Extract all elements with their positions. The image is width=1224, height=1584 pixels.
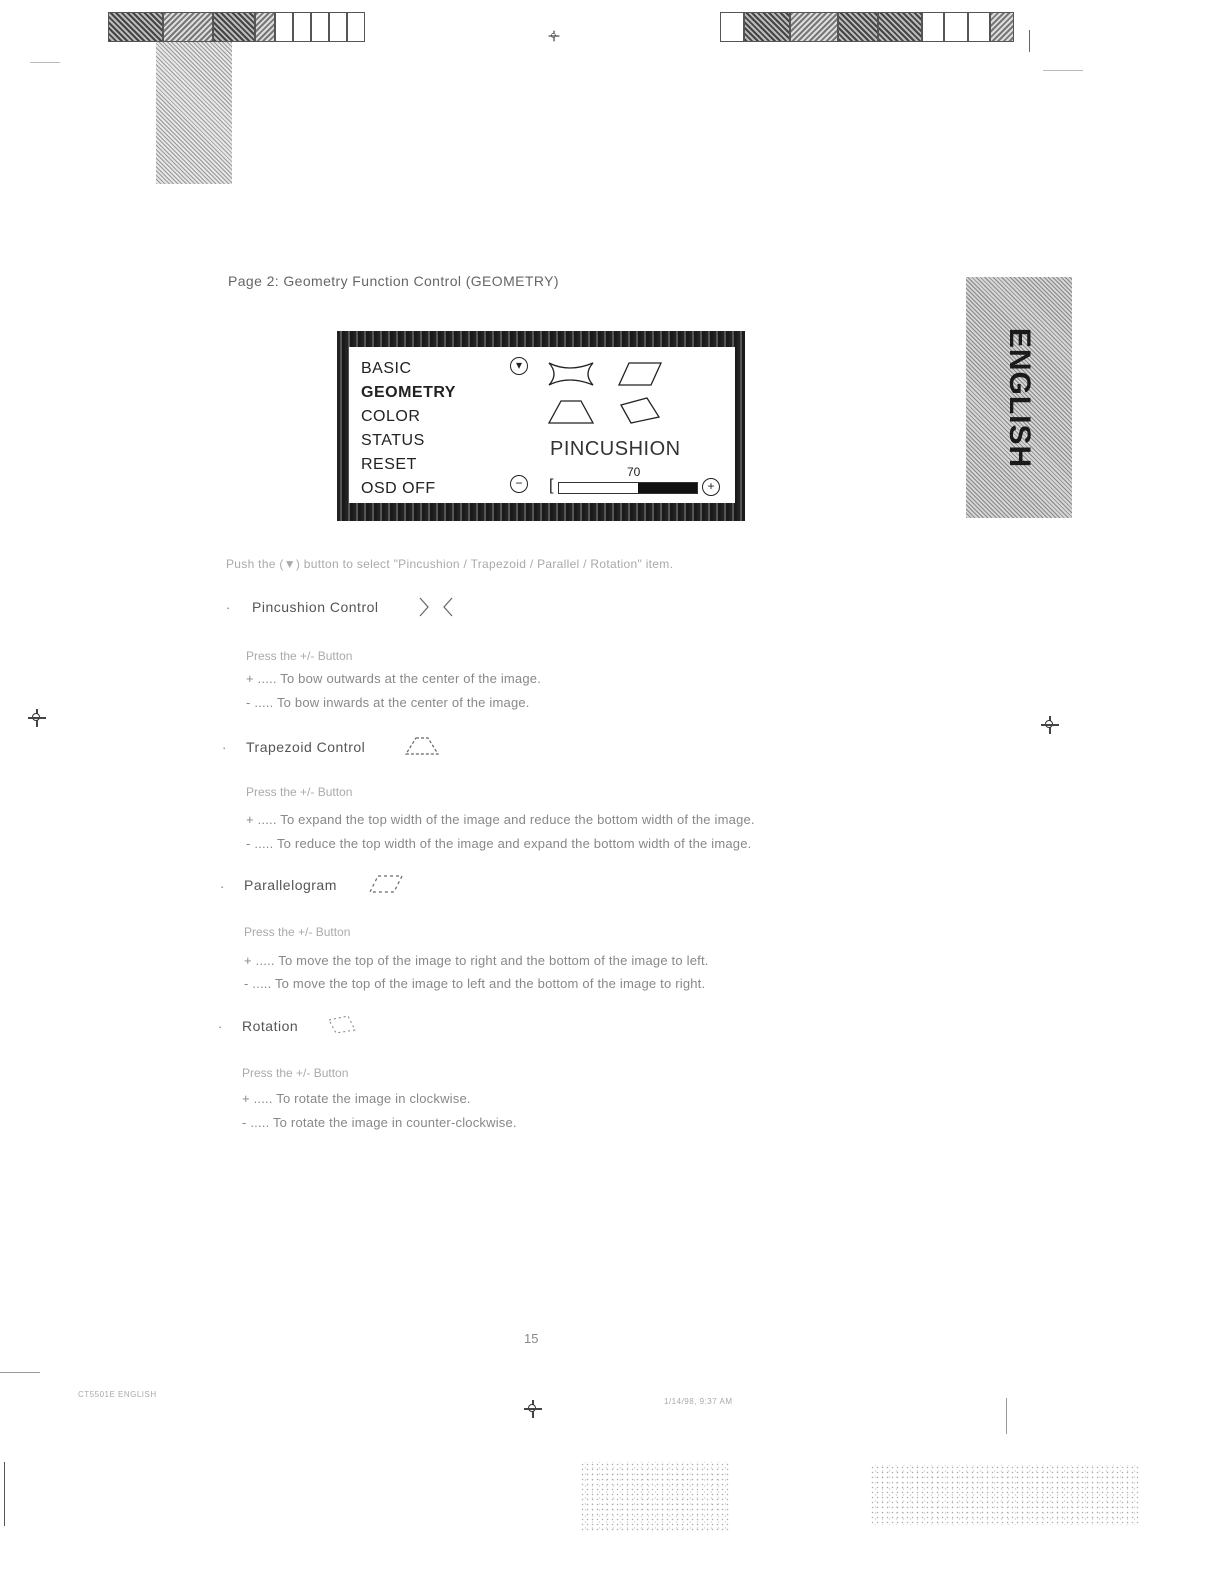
- osd-menu-item-reset: RESET: [361, 456, 417, 473]
- press-instruction: Press the +/- Button: [246, 649, 353, 663]
- language-tab: [966, 277, 1072, 518]
- osd-menu-item-geometry: GEOMETRY: [361, 384, 456, 401]
- plus-icon: +: [702, 478, 720, 496]
- trim-mark: [0, 1372, 40, 1373]
- crosshair-icon: [549, 31, 560, 42]
- instruction-line: + ..... To rotate the image in clockwise.: [242, 1091, 471, 1106]
- language-tab-label: ENGLISH: [1003, 327, 1036, 468]
- trim-mark: [4, 1462, 5, 1526]
- crosshair-icon: [1041, 716, 1059, 734]
- bullet: ·: [220, 879, 225, 894]
- page-number: 15: [524, 1331, 539, 1346]
- crosshair-icon: [28, 709, 46, 727]
- trim-mark: [30, 62, 60, 63]
- registration-bar-right: [720, 12, 1014, 42]
- down-arrow-icon: ▾: [510, 357, 528, 375]
- pincushion-icon: [418, 596, 454, 618]
- osd-menu-item-color: COLOR: [361, 408, 421, 425]
- osd-menu: [361, 357, 456, 501]
- instruction-line: + ..... To expand the top width of the image and reduce the bottom width of the image.: [246, 812, 755, 827]
- trim-mark: [1043, 70, 1083, 71]
- trapezoid-icon: [547, 397, 597, 427]
- page-title: Page 2: Geometry Function Control (GEOMETRY): [228, 273, 559, 289]
- osd-slider: [558, 482, 698, 494]
- footer-file-name: CT5501E ENGLISH: [78, 1390, 157, 1399]
- osd-value: 70: [627, 465, 641, 479]
- instruction-line: - ..... To move the top of the image to left and the bottom of the image to right.: [244, 976, 706, 991]
- osd-screen: [349, 347, 735, 503]
- press-instruction: Press the +/- Button: [246, 785, 353, 799]
- slider-bracket: [: [549, 477, 554, 494]
- crosshair-icon: [524, 1400, 542, 1418]
- press-instruction: Press the +/- Button: [244, 925, 351, 939]
- registration-bar-left: [108, 12, 365, 42]
- bullet: ·: [222, 740, 227, 755]
- parallelogram-icon: [617, 359, 663, 389]
- instruction-line: - ..... To reduce the top width of the image and expand the bottom width of the image.: [246, 836, 752, 851]
- section-title-trapezoid: Trapezoid Control: [246, 739, 366, 755]
- press-instruction: Press the +/- Button: [242, 1066, 349, 1080]
- trapezoid-icon: [404, 735, 440, 757]
- instruction-line: - ..... To rotate the image in counter-clockwise.: [242, 1115, 517, 1130]
- intro-text: Push the (▼) button to select "Pincushion / Trapezoid / Parallel / Rotation" item.: [226, 557, 674, 571]
- trim-mark: [1006, 1398, 1007, 1434]
- trim-mark: [1029, 30, 1030, 52]
- osd-menu-item-osd-off: OSD OFF: [361, 480, 436, 497]
- scan-noise: [580, 1462, 730, 1532]
- instruction-line: + ..... To move the top of the image to right and the bottom of the image to left.: [244, 953, 709, 968]
- osd-slider-fill: [638, 483, 697, 493]
- parallelogram-icon: [368, 873, 404, 895]
- bullet: ·: [226, 600, 231, 615]
- instruction-line: - ..... To bow inwards at the center of the image.: [246, 695, 530, 710]
- minus-icon: −: [510, 475, 528, 493]
- footer-timestamp: 1/14/98, 9:37 AM: [664, 1397, 733, 1406]
- osd-menu-item-basic: BASIC: [361, 360, 412, 377]
- rotation-icon: [617, 395, 663, 427]
- scan-noise: [870, 1465, 1140, 1525]
- section-title-pincushion: Pincushion Control: [252, 599, 379, 615]
- osd-menu-item-status: STATUS: [361, 432, 425, 449]
- instruction-line: + ..... To bow outwards at the center of the image.: [246, 671, 542, 686]
- section-title-rotation: Rotation: [242, 1018, 299, 1034]
- rotation-icon: [326, 1013, 358, 1035]
- section-title-parallelogram: Parallelogram: [244, 877, 337, 893]
- halftone-patch: [156, 42, 232, 184]
- pincushion-icon: [547, 359, 597, 389]
- bullet: ·: [218, 1019, 223, 1034]
- osd-adjust-label: PINCUSHION: [550, 438, 681, 460]
